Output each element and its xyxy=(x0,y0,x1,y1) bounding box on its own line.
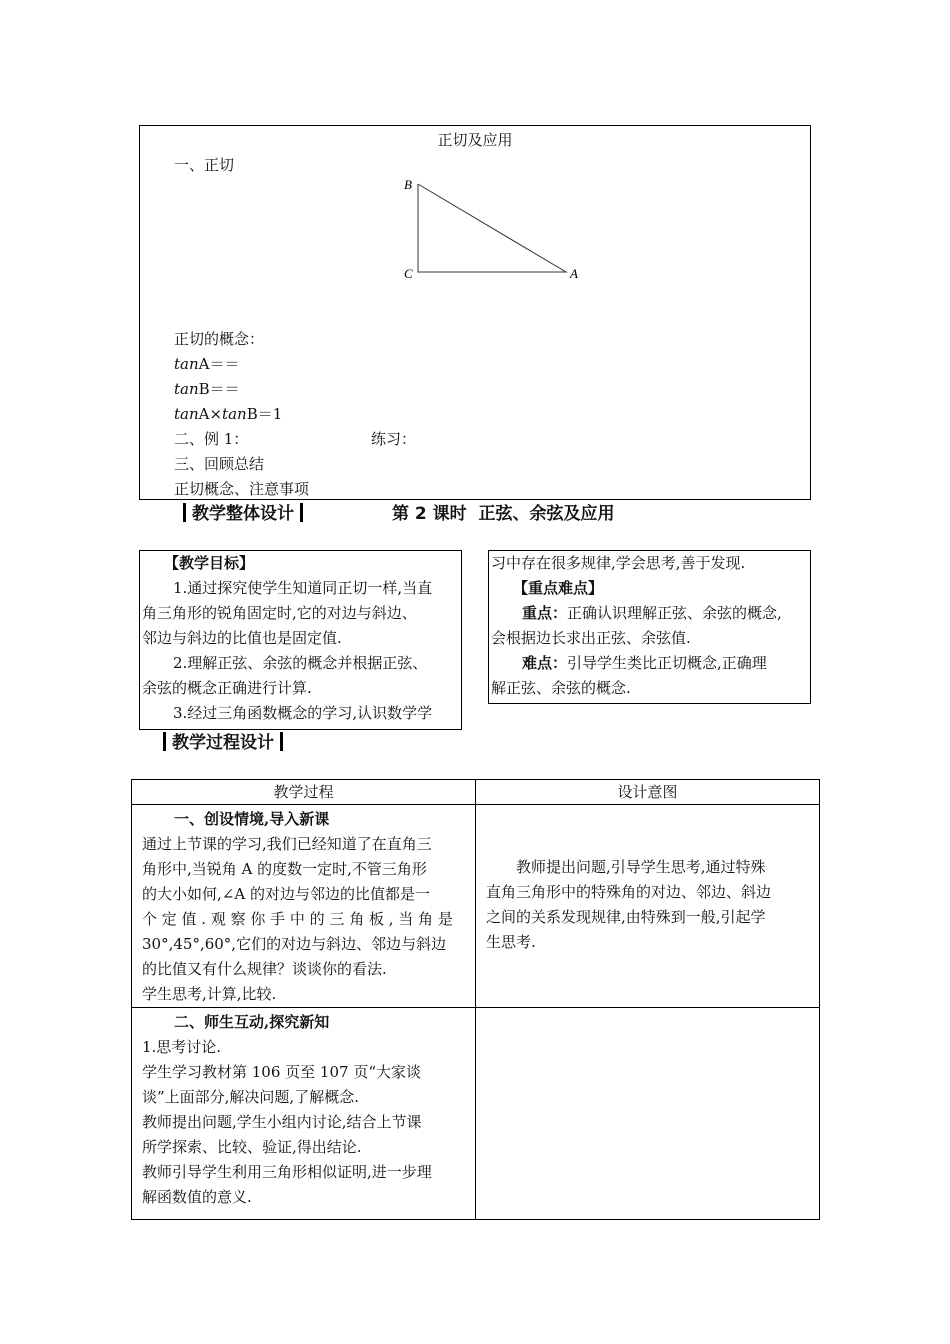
practice-label: 练习： xyxy=(371,430,417,448)
stage2-line: 谈”上面部分,解决问题,了解概念. xyxy=(142,1088,359,1106)
key-point-label: 重点： xyxy=(522,604,568,622)
formula-text: B＝1 xyxy=(246,405,283,423)
tan-fn: tan xyxy=(174,355,199,373)
lesson-title: 第 2 课时 正弦、余弦及应用 xyxy=(392,504,615,524)
review-heading: 三、回顾总结 xyxy=(174,455,265,473)
stage2-cell xyxy=(132,1008,476,1220)
right-triangle-figure xyxy=(400,172,590,280)
stage2-line: 教师引导学生利用三角形相似证明,进一步理 xyxy=(142,1163,432,1181)
teaching-goals-box xyxy=(139,550,462,730)
difficulty-line xyxy=(522,651,767,676)
col-header-intent: 设计意图 xyxy=(476,780,820,805)
difficulty-line-2: 解正弦、余弦的概念. xyxy=(491,679,631,697)
stage2-title: 二、师生互动,探究新知 xyxy=(174,1013,330,1031)
tanB-formula xyxy=(174,377,240,402)
stage1-title: 一、创设情境,导入新课 xyxy=(174,810,330,828)
overall-design-header xyxy=(177,502,309,526)
stage1-cell xyxy=(132,805,476,1008)
intent-line: 之间的关系发现规律,由特殊到一般,引起学 xyxy=(486,908,766,926)
overall-design-label: 教学整体设计 xyxy=(192,504,294,524)
goal-line: 余弦的概念正确进行计算. xyxy=(142,679,312,697)
formula-text: A＝＝ xyxy=(198,355,240,373)
stage2-line: 1.思考讨论. xyxy=(142,1038,222,1056)
tan-product-formula xyxy=(174,402,282,427)
goal-line: 3.经过三角函数概念的学习,认识数学学 xyxy=(173,704,433,722)
section-tangent: 一、正切 xyxy=(174,156,235,174)
stage1-line: 通过上节课的学习,我们已经知道了在直角三 xyxy=(142,835,432,853)
goal-line: 角三角形的锐角固定时,它的对边与斜边、 xyxy=(142,604,417,622)
formula-text: B＝＝ xyxy=(198,380,240,398)
triangle-outline xyxy=(418,184,566,272)
header-bar-right xyxy=(300,503,303,522)
summary-box xyxy=(139,125,811,500)
stage1-intent-cell xyxy=(476,805,820,1008)
review-summary: 正切概念、注意事项 xyxy=(174,480,310,498)
tan-fn: tan xyxy=(174,380,199,398)
key-difficulty-title: 【重点难点】 xyxy=(513,579,604,597)
key-points-box xyxy=(488,550,811,704)
goal-line: 1.通过探究使学生知道同正切一样,当直 xyxy=(173,579,433,597)
process-table xyxy=(131,779,820,1220)
stage1-line: 30°,45°,60°,它们的对边与斜边、邻边与斜边 xyxy=(142,935,447,953)
difficulty-text: 引导学生类比正切概念,正确理 xyxy=(567,654,767,672)
tanA-formula xyxy=(174,352,239,377)
stage2-line: 学生学习教材第 106 页至 107 页“大家谈 xyxy=(142,1063,422,1081)
header-bar-left xyxy=(183,503,186,522)
tan-fn: tan xyxy=(174,405,199,423)
key-point-line xyxy=(522,601,782,626)
process-design-label: 教学过程设计 xyxy=(172,733,274,753)
stage1-line: 角形中,当锐角 A 的度数一定时,不管三角形 xyxy=(142,860,427,878)
stage2-intent-cell xyxy=(476,1008,820,1220)
vertex-c-label: C xyxy=(404,266,413,280)
vertex-b-label: B xyxy=(404,177,412,192)
goals-title: 【教学目标】 xyxy=(164,554,255,572)
stage1-line: 学生思考,计算,比较. xyxy=(142,985,277,1003)
col-header-process: 教学过程 xyxy=(132,780,476,805)
goal-line: 邻边与斜边的比值也是固定值. xyxy=(142,629,342,647)
stage1-line: 的比值又有什么规律？谈谈你的看法. xyxy=(142,960,387,978)
header-bar-right xyxy=(280,732,283,751)
stage1-line: 个 定 值 . 观 察 你 手 中 的 三 角 板 , 当 角 是 xyxy=(142,910,453,928)
formula-text: A× xyxy=(198,405,223,423)
tangent-concept-label: 正切的概念： xyxy=(174,330,265,348)
example-1: 二、例 1： xyxy=(174,430,249,448)
key-point-line-2: 会根据边长求出正弦、余弦值. xyxy=(491,629,691,647)
stage2-line: 所学探索、比较、验证,得出结论. xyxy=(142,1138,362,1156)
intent-line: 生思考. xyxy=(486,933,536,951)
goals-continuation: 习中存在很多规律,学会思考,善于发现. xyxy=(491,554,746,572)
box-title: 正切及应用 xyxy=(437,131,513,149)
stage2-line: 解函数值的意义. xyxy=(142,1188,252,1206)
goal-line: 2.理解正弦、余弦的概念并根据正弦、 xyxy=(173,654,428,672)
intent-line: 直角三角形中的特殊角的对边、邻边、斜边 xyxy=(486,883,772,901)
tan-fn: tan xyxy=(222,405,247,423)
stage2-line: 教师提出问题,学生小组内讨论,结合上节课 xyxy=(142,1113,422,1131)
difficulty-label: 难点： xyxy=(522,654,568,672)
header-bar-left xyxy=(163,732,166,751)
key-point-text: 正确认识理解正弦、余弦的概念, xyxy=(567,604,782,622)
process-design-header xyxy=(157,731,289,755)
intent-line: 教师提出问题,引导学生思考,通过特殊 xyxy=(516,858,766,876)
vertex-a-label: A xyxy=(570,266,578,280)
stage1-line: 的大小如何,∠A 的对边与邻边的比值都是一 xyxy=(142,885,430,903)
